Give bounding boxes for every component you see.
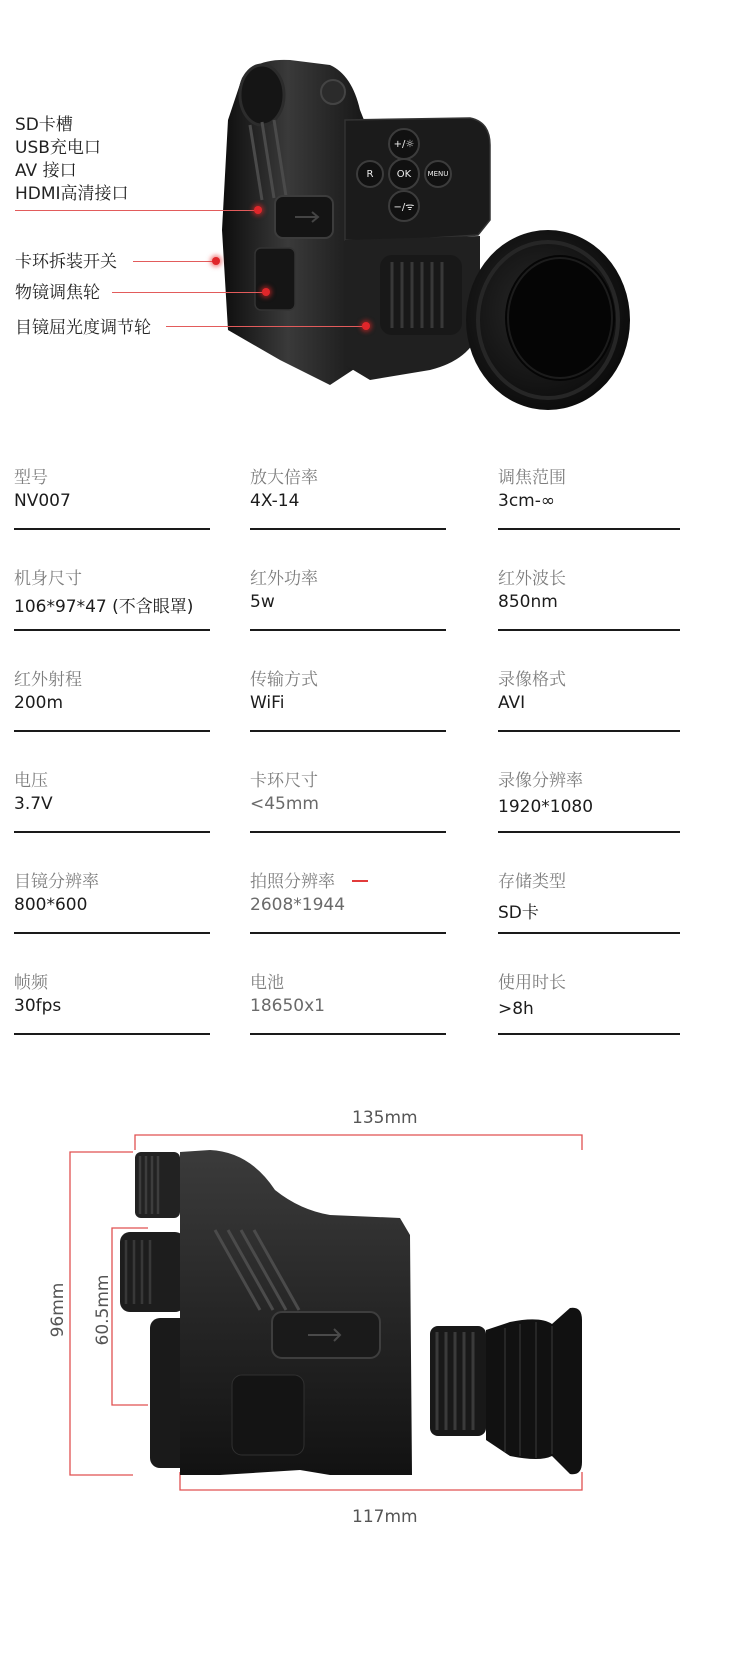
spec-value: 3cm-∞ bbox=[498, 491, 556, 511]
spec-label: 调焦范围 bbox=[498, 468, 566, 488]
spec-value: NV007 bbox=[14, 491, 71, 511]
spec-eyepiece-resolution bbox=[14, 867, 210, 937]
minus-wifi-button[interactable]: −/ᯤ bbox=[388, 190, 420, 222]
callout-sd-slot: SD卡槽 bbox=[15, 115, 73, 135]
divider bbox=[14, 1033, 210, 1035]
spec-label: 型号 bbox=[14, 468, 48, 488]
spec-label: 电压 bbox=[14, 771, 48, 791]
callout-av-port: AV 接口 bbox=[15, 161, 77, 181]
divider bbox=[498, 730, 680, 732]
spec-ir-power bbox=[250, 564, 446, 634]
spec-value: 5w bbox=[250, 592, 275, 612]
spec-storage-type bbox=[498, 867, 694, 937]
callout-diopter-wheel: 目镜屈光度调节轮 bbox=[15, 318, 151, 338]
spec-value: 200m bbox=[14, 693, 64, 713]
spec-label: 红外功率 bbox=[250, 569, 318, 589]
callout-line-focus-wheel bbox=[112, 292, 264, 293]
spec-value: SD卡 bbox=[498, 903, 539, 923]
divider bbox=[498, 831, 680, 833]
spec-label: 使用时长 bbox=[498, 973, 566, 993]
spec-label: 帧频 bbox=[14, 973, 48, 993]
divider bbox=[14, 730, 210, 732]
spec-label: 录像格式 bbox=[498, 670, 566, 690]
spec-label: 放大倍率 bbox=[250, 468, 318, 488]
divider bbox=[250, 831, 446, 833]
divider bbox=[250, 629, 446, 631]
dimension-inner-height: 60.5mm bbox=[93, 1274, 113, 1346]
callout-hdmi-port: HDMI高清接口 bbox=[15, 184, 129, 204]
spec-ring-size bbox=[250, 766, 446, 836]
spec-label: 电池 bbox=[250, 973, 284, 993]
callout-dot-focus-wheel bbox=[262, 288, 270, 296]
spec-label: 红外射程 bbox=[14, 670, 82, 690]
night-vision-device-illustration bbox=[0, 0, 750, 450]
divider bbox=[498, 1033, 680, 1035]
callout-line-ports bbox=[15, 210, 255, 211]
spec-focus-range bbox=[498, 463, 694, 533]
spec-value: 3.7V bbox=[14, 794, 53, 814]
divider bbox=[250, 1033, 446, 1035]
spec-magnification bbox=[250, 463, 446, 533]
spec-value: 4X-14 bbox=[250, 491, 300, 511]
callout-dot-diopter bbox=[362, 322, 370, 330]
spec-value: 30fps bbox=[14, 996, 62, 1016]
red-accent-dash bbox=[352, 880, 368, 882]
menu-button[interactable]: MENU bbox=[424, 160, 452, 188]
spec-label: 机身尺寸 bbox=[14, 569, 82, 589]
spec-value: >8h bbox=[498, 999, 534, 1019]
spec-label: 录像分辨率 bbox=[498, 771, 583, 791]
spec-transmission bbox=[250, 665, 446, 735]
spec-model bbox=[14, 463, 210, 533]
dimension-bottom-width: 117mm bbox=[352, 1507, 418, 1527]
spec-label: 存储类型 bbox=[498, 872, 566, 892]
divider bbox=[498, 528, 680, 530]
divider bbox=[250, 730, 446, 732]
spec-ir-range bbox=[14, 665, 210, 735]
spec-label: 传输方式 bbox=[250, 670, 318, 690]
ok-button[interactable]: OK bbox=[388, 158, 420, 190]
spec-label: 卡环尺寸 bbox=[250, 771, 318, 791]
spec-value: WiFi bbox=[250, 693, 285, 713]
spec-value: 1920*1080 bbox=[498, 797, 594, 817]
callout-ring-release-switch: 卡环拆装开关 bbox=[15, 252, 117, 272]
divider bbox=[498, 932, 680, 934]
callout-dot-ports bbox=[254, 206, 262, 214]
spec-video-resolution bbox=[498, 766, 694, 836]
spec-battery bbox=[250, 968, 446, 1038]
callout-usb-port: USB充电口 bbox=[15, 138, 101, 158]
dimension-diagram bbox=[0, 1090, 750, 1680]
spec-value: AVI bbox=[498, 693, 526, 713]
divider bbox=[14, 629, 210, 631]
spec-label: 红外波长 bbox=[498, 569, 566, 589]
spec-ir-wavelength bbox=[498, 564, 694, 634]
divider bbox=[250, 932, 446, 934]
spec-label: 拍照分辨率 bbox=[250, 872, 335, 892]
spec-voltage bbox=[14, 766, 210, 836]
callout-line-ring-switch bbox=[133, 261, 213, 262]
spec-value: 2608*1944 bbox=[250, 895, 346, 915]
divider bbox=[14, 831, 210, 833]
callout-objective-focus-wheel: 物镜调焦轮 bbox=[15, 283, 100, 303]
divider bbox=[14, 932, 210, 934]
spec-frame-rate bbox=[14, 968, 210, 1038]
callout-dot-ring-switch bbox=[212, 257, 220, 265]
plus-brightness-button[interactable]: +/☼ bbox=[388, 128, 420, 160]
device-side-view-illustration bbox=[0, 1090, 750, 1680]
dimension-total-height: 96mm bbox=[48, 1282, 68, 1338]
callout-line-diopter bbox=[166, 326, 364, 327]
divider bbox=[498, 629, 680, 631]
spec-value: 800*600 bbox=[14, 895, 88, 915]
spec-run-time bbox=[498, 968, 694, 1038]
divider bbox=[14, 528, 210, 530]
record-button[interactable]: R bbox=[356, 160, 384, 188]
spec-body-size bbox=[14, 564, 210, 634]
spec-video-format bbox=[498, 665, 694, 735]
spec-value: 850nm bbox=[498, 592, 558, 612]
dimension-top-width: 135mm bbox=[352, 1108, 418, 1128]
spec-value: 106*97*47 (不含眼罩) bbox=[14, 597, 194, 617]
spec-value: <45mm bbox=[250, 794, 319, 814]
divider bbox=[250, 528, 446, 530]
product-callout-diagram bbox=[0, 0, 750, 450]
spec-value: 18650x1 bbox=[250, 996, 325, 1016]
spec-label: 目镜分辨率 bbox=[14, 872, 99, 892]
spec-photo-resolution bbox=[250, 867, 446, 937]
